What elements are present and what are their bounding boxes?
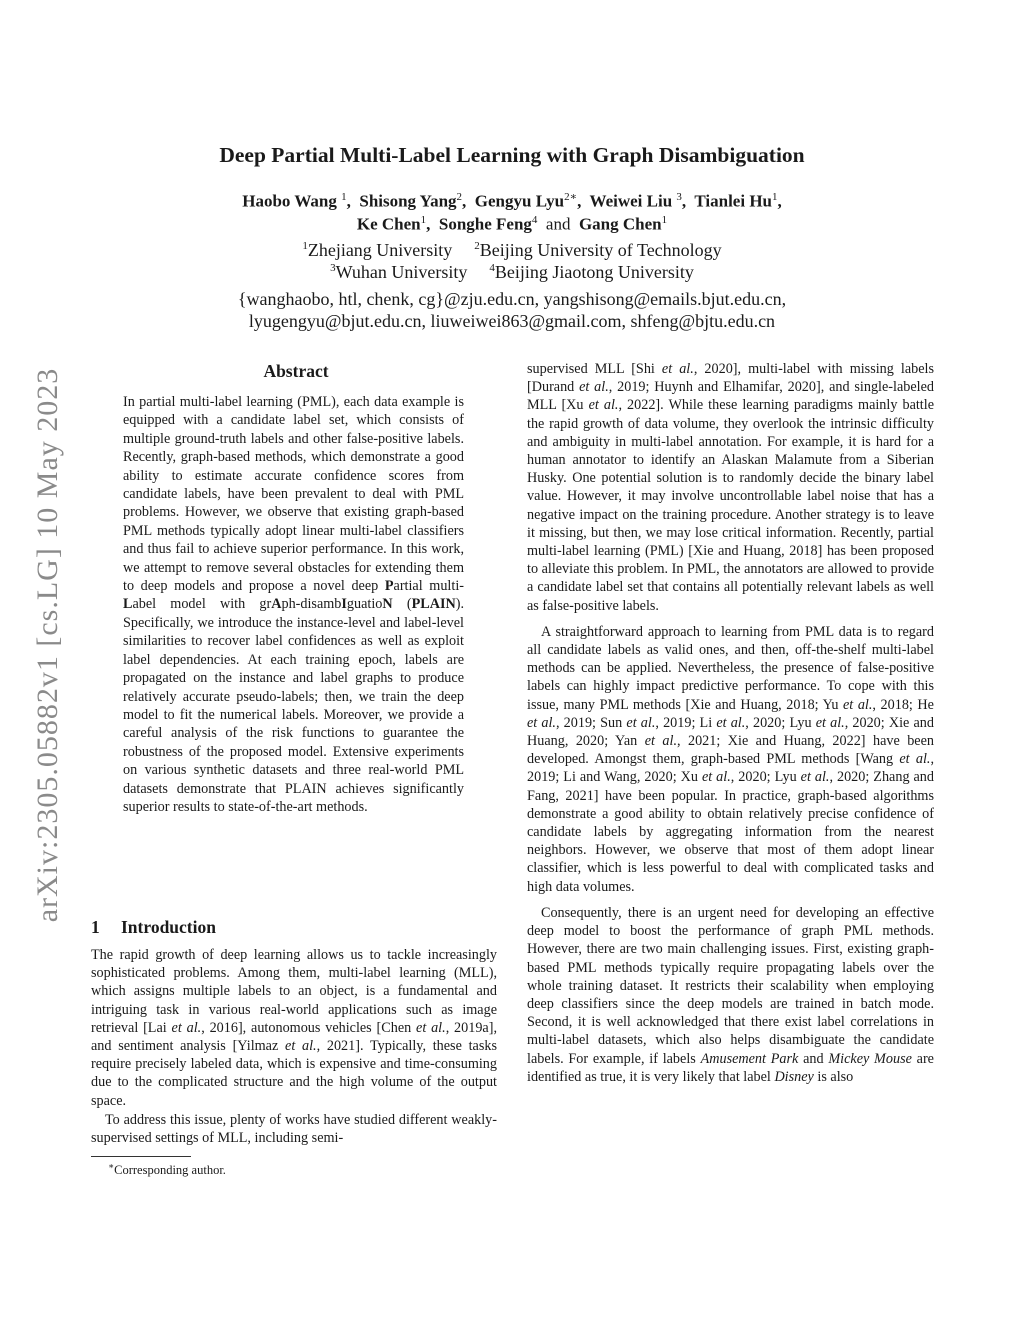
text-run: and	[798, 1050, 829, 1067]
italic-run: et al.	[701, 769, 731, 786]
section-number: 1	[91, 917, 100, 937]
text-run: , 2021]. Typically, these tasks require precisely labeled data, which is expensive and time-consuming due to the complicated structure and the high volume of the output space.	[91, 1038, 497, 1109]
section-title: Introduction	[121, 917, 216, 937]
bold-initial: P	[384, 578, 394, 595]
text-run: , 2020; Lyu	[745, 714, 816, 731]
paper-title: Deep Partial Multi-Label Learning with Graph Disambiguation	[219, 143, 805, 167]
author-affil-mark: 1	[341, 191, 347, 203]
author-name: Songhe Feng	[438, 214, 532, 234]
text-run: , 2019; Huynh and Elhamifar, 2020], and single-labeled MLL [Xu	[527, 379, 934, 414]
arxiv-identifier-text: arXiv:2305.05882v1 [cs.LG] 10 May 2023	[31, 367, 64, 923]
footnote-text: Corresponding author.	[114, 1163, 226, 1178]
authors-line-1: Haobo Wang $^1$, Shisong Yang$^2$, Gengyu Lyu$^{2∗}$, Weiwei Liu $^3$, Tianlei Hu$^1$,	[242, 191, 782, 211]
text-run: , 2019; Li and Wang, 2020; Xu	[527, 751, 934, 786]
text-run: , 2018; He	[872, 696, 934, 713]
emails-line-2: lyugengyu@bjut.edu.cn, liuweiwei863@gmail.com, shfeng@bjtu.edu.cn	[248, 311, 776, 331]
author-name: Ke Chen	[356, 214, 421, 234]
italic-run: et al.	[899, 751, 931, 768]
abstract-body: In partial multi-label learning (PML), each data example is equipped with a candidate label set, which consists of multiple ground-truth labels and other false-positive labels. Recently, graph-based methods, which demonstrate a good ability to estimate accurate confidence scores from candidate labels, have been prevalent to deal with PML problems. However, we observe that existing graph-based PML methods typically adopt linear multi-label classifiers and thus fail to achieve superior performance. In this work, we attempt to remove several obstacles for extending them to deep models and propose a novel deep Partial multi-Label model with grAph-disambIguatioN (PLAIN). Specifically, we introduce the instance-level and label-level similarities to recover label confidences as well as exploit label dependencies. At each training epoch, labels are propagated on the instance and label graphs to produce relatively accurate pseudo-labels; then, we train the deep model to fit the numerical labels. Moreover, we provide a careful analysis of the risk functions to guarantee the robustness of the proposed model. Extensive experiments on various synthetic datasets and three real-world PML datasets demonstrate that PLAIN achieves significantly superior results to state-of-the-art methods.	[123, 394, 464, 815]
text-run: , 2019; Li	[655, 714, 717, 731]
italic-run: et al.	[644, 733, 677, 750]
italic-run: Disney	[774, 1068, 814, 1085]
italic-run: et al.	[416, 1019, 446, 1036]
author-affil-mark: 2∗	[564, 191, 578, 203]
abstract-text: ). Specifically, we introduce the instance-level and label-level similarities to recover label confidences as well as exploit label dependencies. At each training epoch, labels are propagated on the instance and label graphs to produce relatively accurate pseudo-labels; then, we train the deep model to fit the numerical labels. Moreover, we provide a careful analysis of the risk functions to guarantee the robustness of the proposed model. Extensive experiments on various synthetic datasets and three real-world PML datasets demonstrate that PLAIN achieves significantly superior results to state-of-the-art methods.	[123, 596, 464, 815]
affiliation: Beijing Jiaotong University	[494, 262, 694, 282]
italic-run: et al.	[588, 397, 619, 414]
text-run: abel model with gr	[132, 596, 272, 613]
arxiv-identifier	[18, 340, 78, 950]
body-paragraph	[527, 904, 934, 1086]
bold-initial: A	[271, 596, 282, 613]
text-run: , 2019a], and sentiment analysis [Yilmaz	[91, 1019, 498, 1055]
italic-run: et al.	[815, 714, 845, 731]
affil-mark: 4	[489, 262, 495, 274]
affiliation: Zhejiang University	[307, 240, 453, 260]
footnote-mark: ∗	[108, 1161, 115, 1171]
text-run: The rapid growth of deep learning allows us to tackle increasingly sophisticated problems. Among them, multi-label learning (MLL), which assigns multiple labels to an object, is a fundamental and intriguing task in various real-world applications such as image retrieval [Lai	[91, 947, 497, 1036]
footnote	[108, 1161, 226, 1178]
author-affil-mark: 4	[531, 214, 538, 226]
text-run: is also	[813, 1068, 854, 1085]
footnote-rule	[91, 1156, 191, 1157]
text-run: , 2021; Xie and Huang, 2022] have been developed. Amongst them, graph-based PML methods [Wang	[527, 733, 934, 768]
italic-run: et al.	[527, 714, 556, 731]
affiliations-line-2	[0, 262, 1024, 283]
italic-run: et al.	[843, 696, 873, 713]
model-acronym: PLAIN	[411, 596, 456, 613]
and-word: and	[545, 214, 571, 234]
author-affil-mark: 1	[661, 214, 668, 226]
author-affil-mark: 3	[676, 191, 682, 203]
italic-run: et al.	[800, 769, 830, 786]
italic-run: et al.	[579, 379, 609, 396]
section-heading	[91, 917, 216, 938]
author-affil-mark: 1	[420, 214, 427, 226]
abstract-text: In partial multi-label learning (PML), each data example is equipped with a candidate label set, which consists of multiple ground-truth labels and other false-positive labels. Recently, graph-based methods, which demonstrate a good ability to estimate accurate confidence scores from candidate labels, have been prevalent to deal with PML problems. However, we observe that existing graph-based PML methods typically adopt linear multi-label classifiers and thus fail to achieve superior performance. In this work, we attempt to remove several obstacles for extending them to deep models and propose a novel deep	[123, 394, 464, 595]
text-run: supervised MLL [Shi	[527, 361, 662, 377]
right-column	[527, 360, 934, 1094]
author-name: Tianlei Hu	[694, 191, 773, 211]
body-paragraph	[527, 360, 934, 615]
intro-paragraph-1	[91, 946, 497, 1110]
author-name: Shisong Yang	[359, 191, 457, 211]
text-run: , 2020; Lyu	[730, 769, 801, 786]
author-affil-mark: 1	[772, 191, 778, 203]
text-run: are identified as true, it is very likely that label	[527, 1050, 934, 1085]
text-run: , 2022]. While these learning paradigms mainly battle the rapid growth of data volume, they overlook the intrinsic difficulty and ambiguity in multi-label annotation. For example, it is hard for a human annotator to identify an Alaskan Malamute from a Siberian Husky. One potential solution is to randomly decide the binary label value. However, it may involve uncontrollable label noise that has a negative impact on the training procedure. Another strategy is to leave it missing, but then, we may lose critical information. Recently, partial multi-label learning (PML) [Xie and Huang, 2018] has been proposed to alleviate this problem. In PML, the annotators are allowed to provide a candidate label set that contains all potentially relevant labels as well as false-positive labels.	[527, 397, 934, 614]
author-name: Gang Chen	[578, 214, 662, 234]
affil-mark: 3	[330, 262, 336, 274]
bold-initial: N	[382, 596, 393, 613]
italic-run: et al.	[626, 714, 656, 731]
italic-run: et al.	[171, 1019, 202, 1036]
text-run: , 2020; Zhang and Fang, 2021] have been popular. In practice, graph-based algorithms demonstrate a good ability to obtain relatively precise confidence of candidate labels by aggregating information from the nearest neighbors. However, we observe that most of them adopt linear classifier, which is less powerful to deal with complicated tasks and high data volumes.	[527, 769, 934, 895]
affiliation: Beijing University of Technology	[479, 240, 722, 260]
italic-run: et al.	[661, 361, 694, 377]
affil-mark: 2	[474, 240, 480, 252]
authors-line-2: Ke Chen$^1$, Songhe Feng$^4$ and Gang Chen$^1$	[356, 214, 668, 234]
text-run: , 2019; Sun	[555, 714, 627, 731]
text-run: ph-disamb	[281, 596, 342, 613]
bold-initial: I	[341, 596, 347, 613]
text-run: , 2016], autonomous vehicles [Chen	[201, 1019, 417, 1036]
affil-mark: 1	[302, 240, 308, 252]
text-run: Consequently, there is an urgent need for developing an effective deep model to boost the performance of graph PML methods. However, there are two main challenging issues. First, existing graph-based PML methods typically require propagating labels over the whole training dataset. It restricts their scalability when employing deep classifiers since the deep models are trained in batch mode. Second, it is well acknowledged that there exist label correlations in multi-label datasets, which also helps disambiguate the candidate labels. For example, if labels	[527, 904, 934, 1067]
bold-initial: L	[123, 596, 133, 613]
intro-paragraph-2: To address this issue, plenty of works have studied different weakly-supervised settings of MLL, including semi-	[91, 1112, 497, 1147]
body-paragraph	[527, 623, 934, 896]
author-name: Weiwei Liu	[589, 191, 673, 211]
text-run: , 2020; Xie and Huang, 2020; Yan	[527, 714, 934, 750]
author-name: Gengyu Lyu	[474, 191, 565, 211]
text-run: guatio	[346, 596, 383, 613]
text-run: , 2020], multi-label with missing labels [Durand	[527, 361, 934, 396]
affiliation: Wuhan University	[335, 262, 468, 282]
affiliations-line-1	[0, 240, 1024, 261]
text-run: artial multi-	[393, 578, 464, 595]
italic-run: Mickey Mouse	[828, 1050, 912, 1067]
emails-line-1: {wanghaobo, htl, chenk, cg}@zju.edu.cn, yangshisong@emails.bjut.edu.cn,	[237, 289, 787, 309]
author-affil-mark: 2	[456, 191, 463, 203]
author-name: Haobo Wang	[242, 191, 337, 211]
abstract-heading: Abstract	[263, 361, 329, 381]
italic-run: Amusement Park	[700, 1050, 799, 1067]
italic-run: et al.	[285, 1038, 317, 1055]
italic-run: et al.	[716, 714, 746, 731]
text-run: A straightforward approach to learning from PML data is to regard all candidate labels as valid ones, and then, off-the-shelf multi-label methods can be applied. Nevertheless, the presence of false-positive labels can highly impact predictive performance. To cope with this issue, many PML methods [Xie and Huang, 2018; Yu	[527, 623, 934, 713]
